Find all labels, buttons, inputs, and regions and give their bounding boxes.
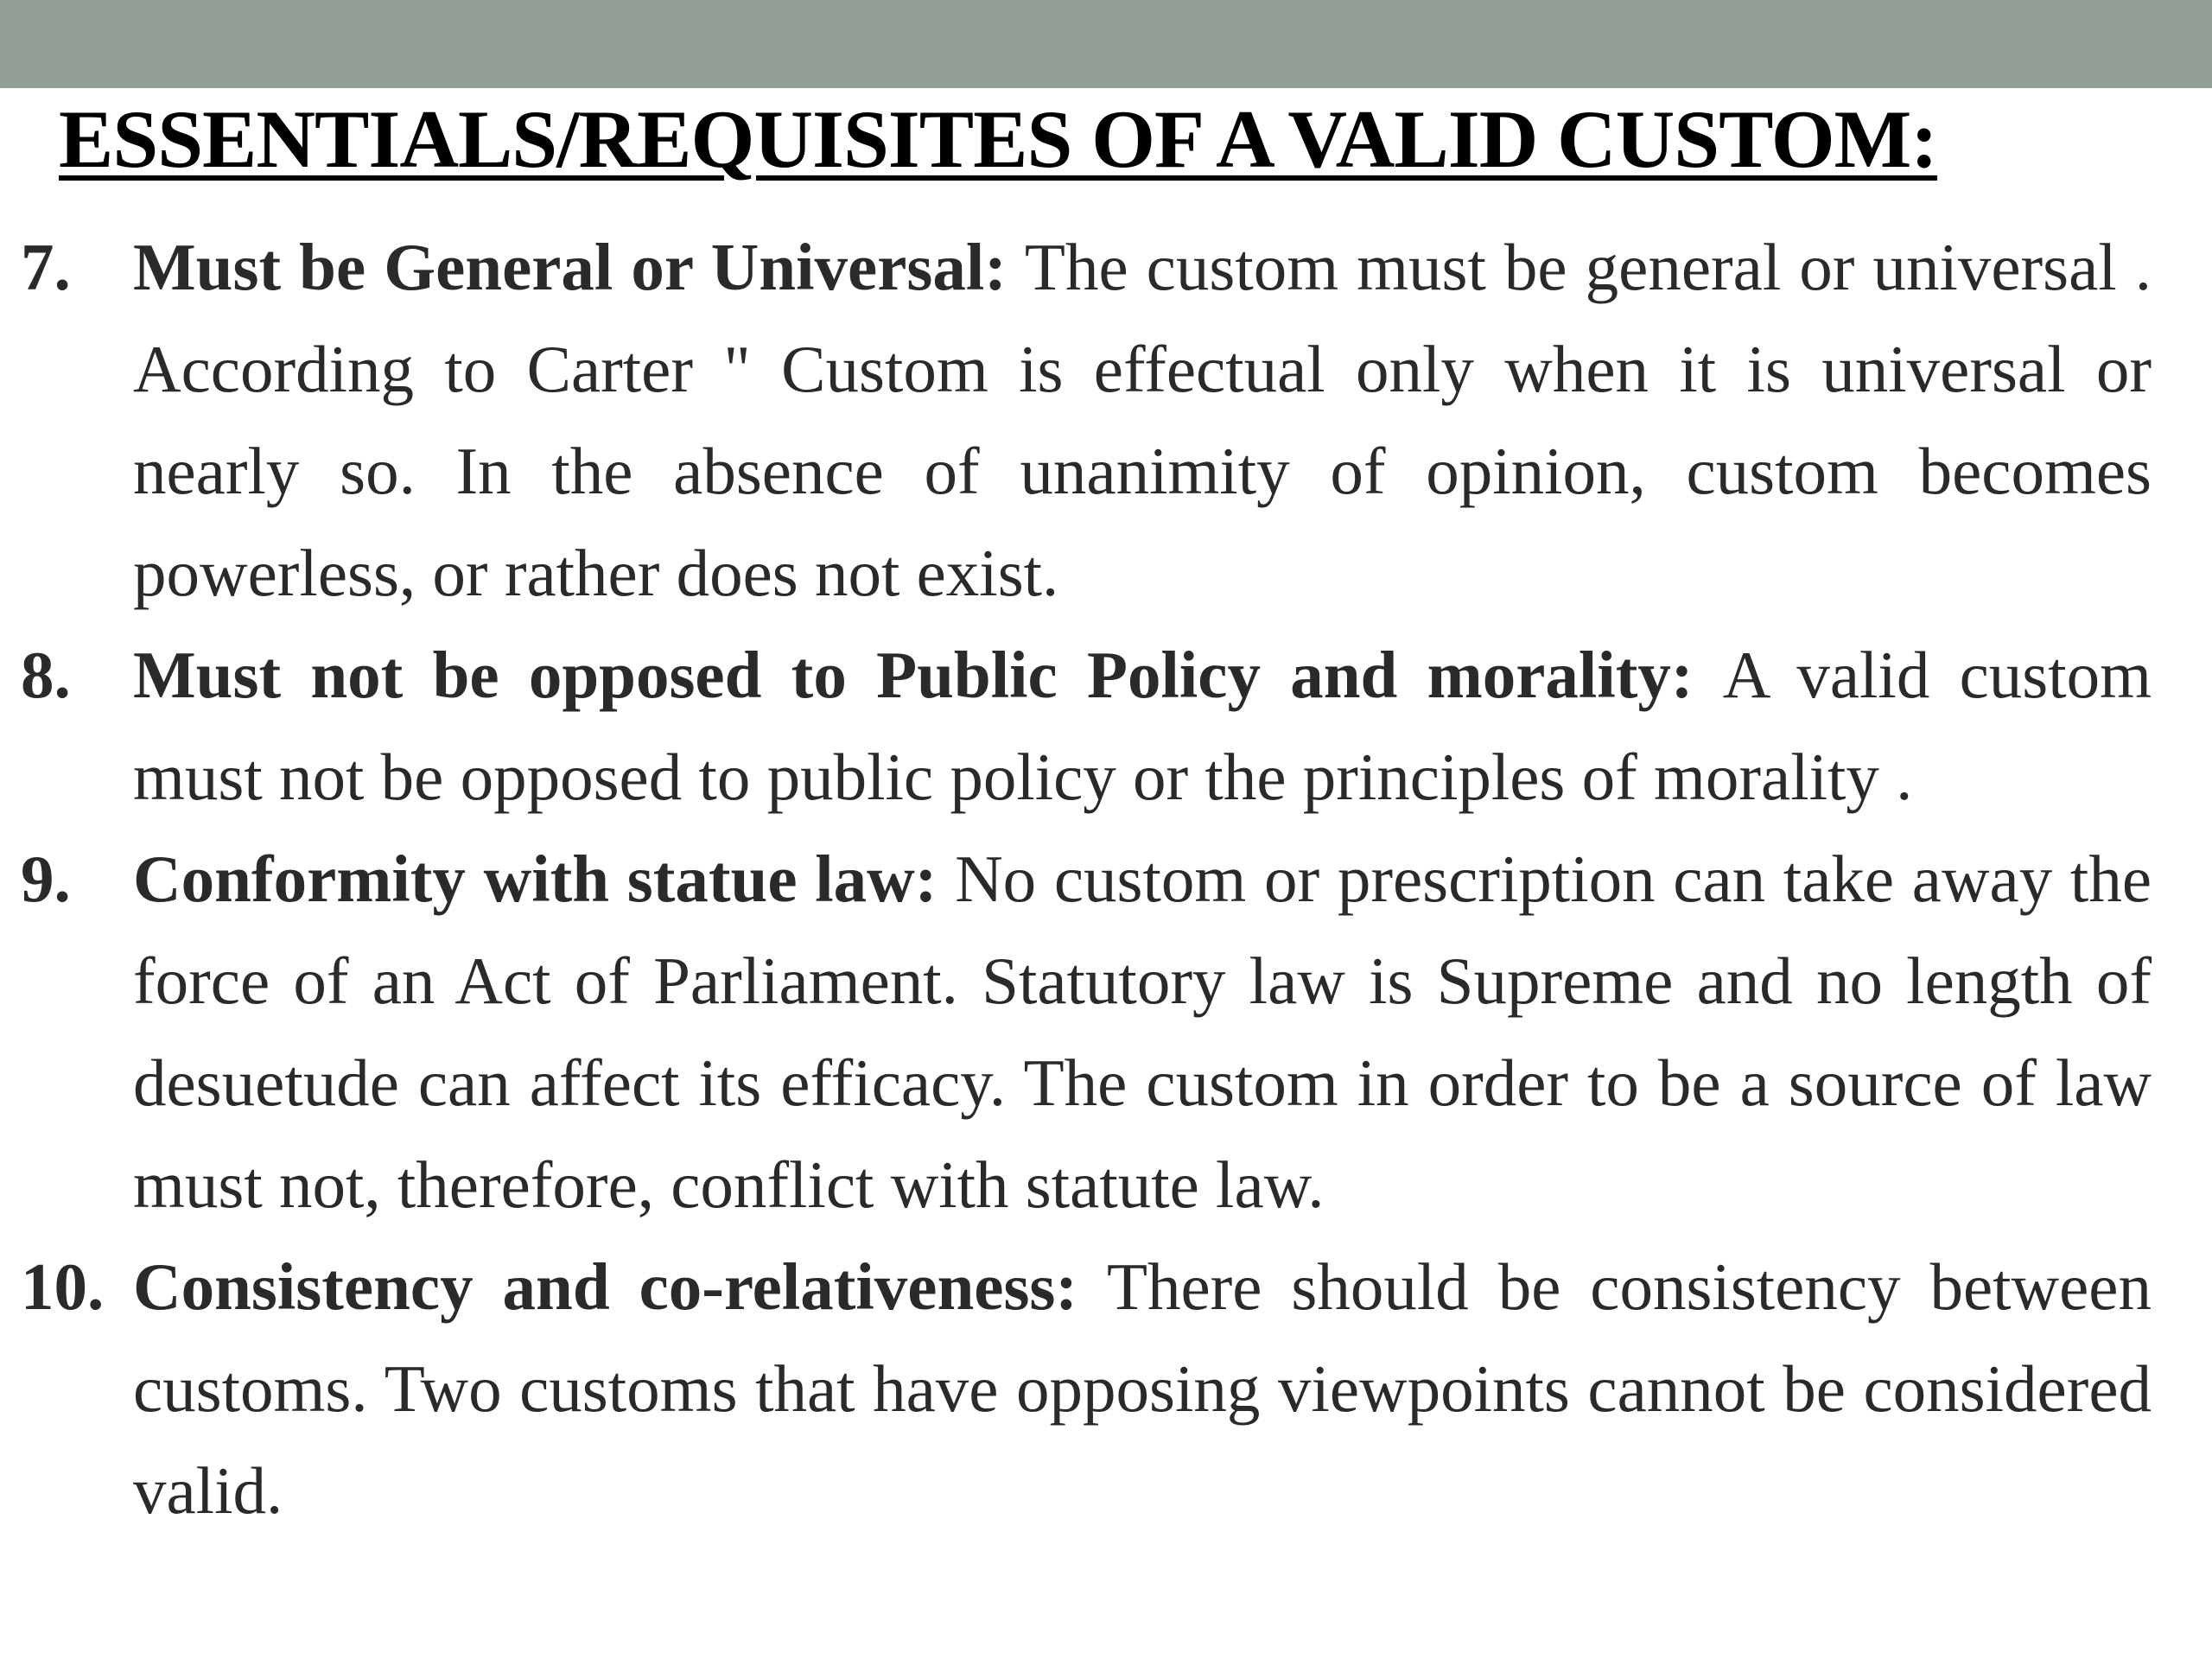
requisites-list [21,216,2152,1541]
item-heading: Must be General or Universal: [133,230,1025,304]
item-text: The custom must be general or universal . According to Carter " Custom is effectual only when it is universal or nearly so. In the absence of unanimity of opinion, custom becomes powerless, or rather does not exist. [133,230,2152,610]
item-text: A valid custom must not be opposed to public policy or the principles of morality . [133,638,2152,814]
item-number: 10. [21,1249,105,1324]
item-text: There should be consistency between customs. Two customs that have opposing viewpoints cannot be considered valid. [133,1249,2152,1528]
list-item-9 [21,828,2152,1236]
item-number: 9. [21,842,71,916]
list-item-8 [21,624,2152,828]
list-item-7 [21,216,2152,624]
item-heading: Conformity with statue law: [133,842,956,916]
item-text: No custom or prescription can take away the force of an Act of Parliament. Statutory law is Supreme and no length of desuetude can affect its efficacy. The custom in order to be a source of law must not, therefore, conflict with statute law. [133,842,2152,1222]
header-band [0,0,2212,88]
item-number: 8. [21,638,71,712]
item-heading: Consistency and co-relativeness: [133,1249,1107,1324]
slide-title: ESSENTIALS/REQUISITES OF A VALID CUSTOM: [59,93,1937,185]
item-heading: Must not be opposed to Public Policy and morality: [133,638,1723,712]
item-number: 7. [21,230,71,304]
list-item-10 [21,1236,2152,1541]
